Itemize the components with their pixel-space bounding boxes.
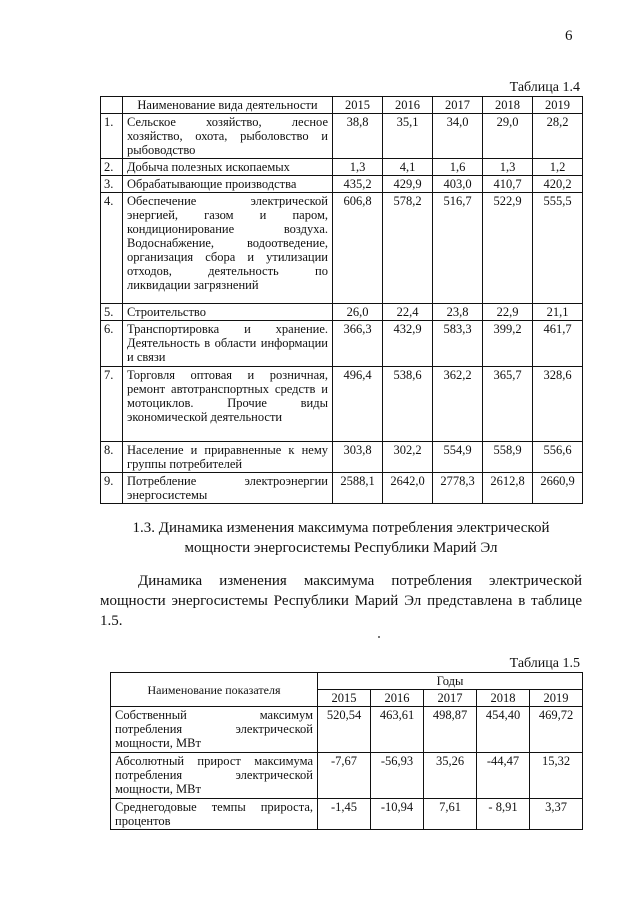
value-cell: 463,61 bbox=[371, 707, 424, 753]
value-cell: 2778,3 bbox=[433, 473, 483, 504]
activity-name: Население и приравненные к нему группы потребителей bbox=[123, 442, 333, 473]
indicator-name: Собственный максимум потребления электрической мощности, МВт bbox=[111, 707, 318, 753]
table-row bbox=[101, 304, 583, 321]
table-row bbox=[101, 114, 583, 159]
header-indicator-label: Наименование показателя bbox=[111, 673, 318, 707]
value-cell: 429,9 bbox=[383, 176, 433, 193]
value-cell: 7,61 bbox=[424, 799, 477, 830]
header-year: 2019 bbox=[530, 690, 583, 707]
value-cell: 1,3 bbox=[483, 159, 533, 176]
value-cell: 555,5 bbox=[533, 193, 583, 304]
value-cell: 38,8 bbox=[333, 114, 383, 159]
activity-name: Добыча полезных ископаемых bbox=[123, 159, 333, 176]
header-year: 2017 bbox=[433, 97, 483, 114]
value-cell: 454,40 bbox=[477, 707, 530, 753]
value-cell: 1,2 bbox=[533, 159, 583, 176]
value-cell: 606,8 bbox=[333, 193, 383, 304]
table-row bbox=[101, 176, 583, 193]
value-cell: 35,26 bbox=[424, 753, 477, 799]
value-cell: -7,67 bbox=[318, 753, 371, 799]
row-index: 8. bbox=[101, 442, 123, 473]
activity-name: Обеспечение электрической энергией, газом и паром, кондиционирование воздуха. Водоснабжение, водоотведение, организация сбора и утилизации отходов, деятельность по ликвидации загрязнений bbox=[123, 193, 333, 304]
value-cell: 362,2 bbox=[433, 367, 483, 442]
value-cell: 2660,9 bbox=[533, 473, 583, 504]
table-row bbox=[101, 159, 583, 176]
value-cell: 35,1 bbox=[383, 114, 433, 159]
value-cell: -1,45 bbox=[318, 799, 371, 830]
value-cell: 15,32 bbox=[530, 753, 583, 799]
header-year: 2015 bbox=[333, 97, 383, 114]
row-index: 2. bbox=[101, 159, 123, 176]
indicator-name: Абсолютный прирост максимума потребления электрической мощности, МВт bbox=[111, 753, 318, 799]
table-row bbox=[111, 799, 583, 830]
value-cell: 4,1 bbox=[383, 159, 433, 176]
value-cell: 420,2 bbox=[533, 176, 583, 193]
row-index: 3. bbox=[101, 176, 123, 193]
value-cell: 28,2 bbox=[533, 114, 583, 159]
value-cell: 403,0 bbox=[433, 176, 483, 193]
value-cell: 2588,1 bbox=[333, 473, 383, 504]
table-row bbox=[101, 442, 583, 473]
activity-name: Потребление электроэнергии энергосистемы bbox=[123, 473, 333, 504]
activity-name: Сельское хозяйство, лесное хозяйство, охота, рыболовство и рыбоводство bbox=[123, 114, 333, 159]
value-cell: 328,6 bbox=[533, 367, 583, 442]
value-cell: 1,3 bbox=[333, 159, 383, 176]
section-heading: 1.3. Динамика изменения максимума потребления электрической мощности энергосистемы Республики Марий Эл bbox=[132, 520, 550, 556]
value-cell: 538,6 bbox=[383, 367, 433, 442]
table-1-5-caption: Таблица 1.5 bbox=[509, 656, 580, 671]
value-cell: 26,0 bbox=[333, 304, 383, 321]
value-cell: 302,2 bbox=[383, 442, 433, 473]
value-cell: 435,2 bbox=[333, 176, 383, 193]
header-years-label: Годы bbox=[318, 673, 583, 690]
value-cell: 410,7 bbox=[483, 176, 533, 193]
activity-name: Обрабатывающие производства bbox=[123, 176, 333, 193]
value-cell: 554,9 bbox=[433, 442, 483, 473]
value-cell: 34,0 bbox=[433, 114, 483, 159]
value-cell: 520,54 bbox=[318, 707, 371, 753]
row-index: 7. bbox=[101, 367, 123, 442]
value-cell: 498,87 bbox=[424, 707, 477, 753]
intro-paragraph: Динамика изменения максимума потребления электрической мощности энергосистемы Республики Марий Эл представлена в таблице 1.5. bbox=[100, 573, 582, 629]
value-cell: 461,7 bbox=[533, 321, 583, 367]
value-cell: 366,3 bbox=[333, 321, 383, 367]
value-cell: 21,1 bbox=[533, 304, 583, 321]
value-cell: 558,9 bbox=[483, 442, 533, 473]
table-1-4-header-row bbox=[101, 97, 583, 114]
value-cell: 578,2 bbox=[383, 193, 433, 304]
header-year: 2018 bbox=[483, 97, 533, 114]
value-cell: 2612,8 bbox=[483, 473, 533, 504]
value-cell: 23,8 bbox=[433, 304, 483, 321]
row-index: 4. bbox=[101, 193, 123, 304]
value-cell: 469,72 bbox=[530, 707, 583, 753]
activity-name: Транспортировка и хранение. Деятельность в области информации и связи bbox=[123, 321, 333, 367]
value-cell: - 8,91 bbox=[477, 799, 530, 830]
table-1-5 bbox=[110, 672, 583, 830]
table-row bbox=[101, 193, 583, 304]
value-cell: 496,4 bbox=[333, 367, 383, 442]
header-year: 2016 bbox=[383, 97, 433, 114]
table-1-4-caption: Таблица 1.4 bbox=[509, 80, 580, 95]
table-row bbox=[101, 367, 583, 442]
value-cell: 2642,0 bbox=[383, 473, 433, 504]
value-cell: 556,6 bbox=[533, 442, 583, 473]
value-cell: -56,93 bbox=[371, 753, 424, 799]
value-cell: 22,4 bbox=[383, 304, 433, 321]
value-cell: 29,0 bbox=[483, 114, 533, 159]
activity-name: Торговля оптовая и розничная, ремонт автотранспортных средств и мотоциклов. Прочие виды экономической деятельности bbox=[123, 367, 333, 442]
activity-name: Строительство bbox=[123, 304, 333, 321]
value-cell: 303,8 bbox=[333, 442, 383, 473]
value-cell: 3,37 bbox=[530, 799, 583, 830]
value-cell: 522,9 bbox=[483, 193, 533, 304]
table-row bbox=[101, 473, 583, 504]
value-cell: 365,7 bbox=[483, 367, 533, 442]
header-year: 2016 bbox=[371, 690, 424, 707]
header-year: 2018 bbox=[477, 690, 530, 707]
header-activity-label: Наименование вида деятельности bbox=[123, 97, 333, 114]
value-cell: -44,47 bbox=[477, 753, 530, 799]
page-number: 6 bbox=[565, 28, 573, 44]
table-row bbox=[111, 753, 583, 799]
value-cell: 583,3 bbox=[433, 321, 483, 367]
row-index: 6. bbox=[101, 321, 123, 367]
value-cell: 432,9 bbox=[383, 321, 433, 367]
header-year: 2019 bbox=[533, 97, 583, 114]
indicator-name: Среднегодовые темпы прироста, процентов bbox=[111, 799, 318, 830]
header-index-cell bbox=[101, 97, 123, 114]
value-cell: -10,94 bbox=[371, 799, 424, 830]
value-cell: 516,7 bbox=[433, 193, 483, 304]
row-index: 1. bbox=[101, 114, 123, 159]
row-index: 5. bbox=[101, 304, 123, 321]
table-row bbox=[101, 321, 583, 367]
header-year: 2017 bbox=[424, 690, 477, 707]
header-year: 2015 bbox=[318, 690, 371, 707]
stray-dot bbox=[378, 636, 380, 638]
table-1-4 bbox=[100, 96, 583, 504]
value-cell: 1,6 bbox=[433, 159, 483, 176]
value-cell: 22,9 bbox=[483, 304, 533, 321]
table-row bbox=[111, 707, 583, 753]
row-index: 9. bbox=[101, 473, 123, 504]
table-1-5-header-row bbox=[111, 673, 583, 690]
value-cell: 399,2 bbox=[483, 321, 533, 367]
